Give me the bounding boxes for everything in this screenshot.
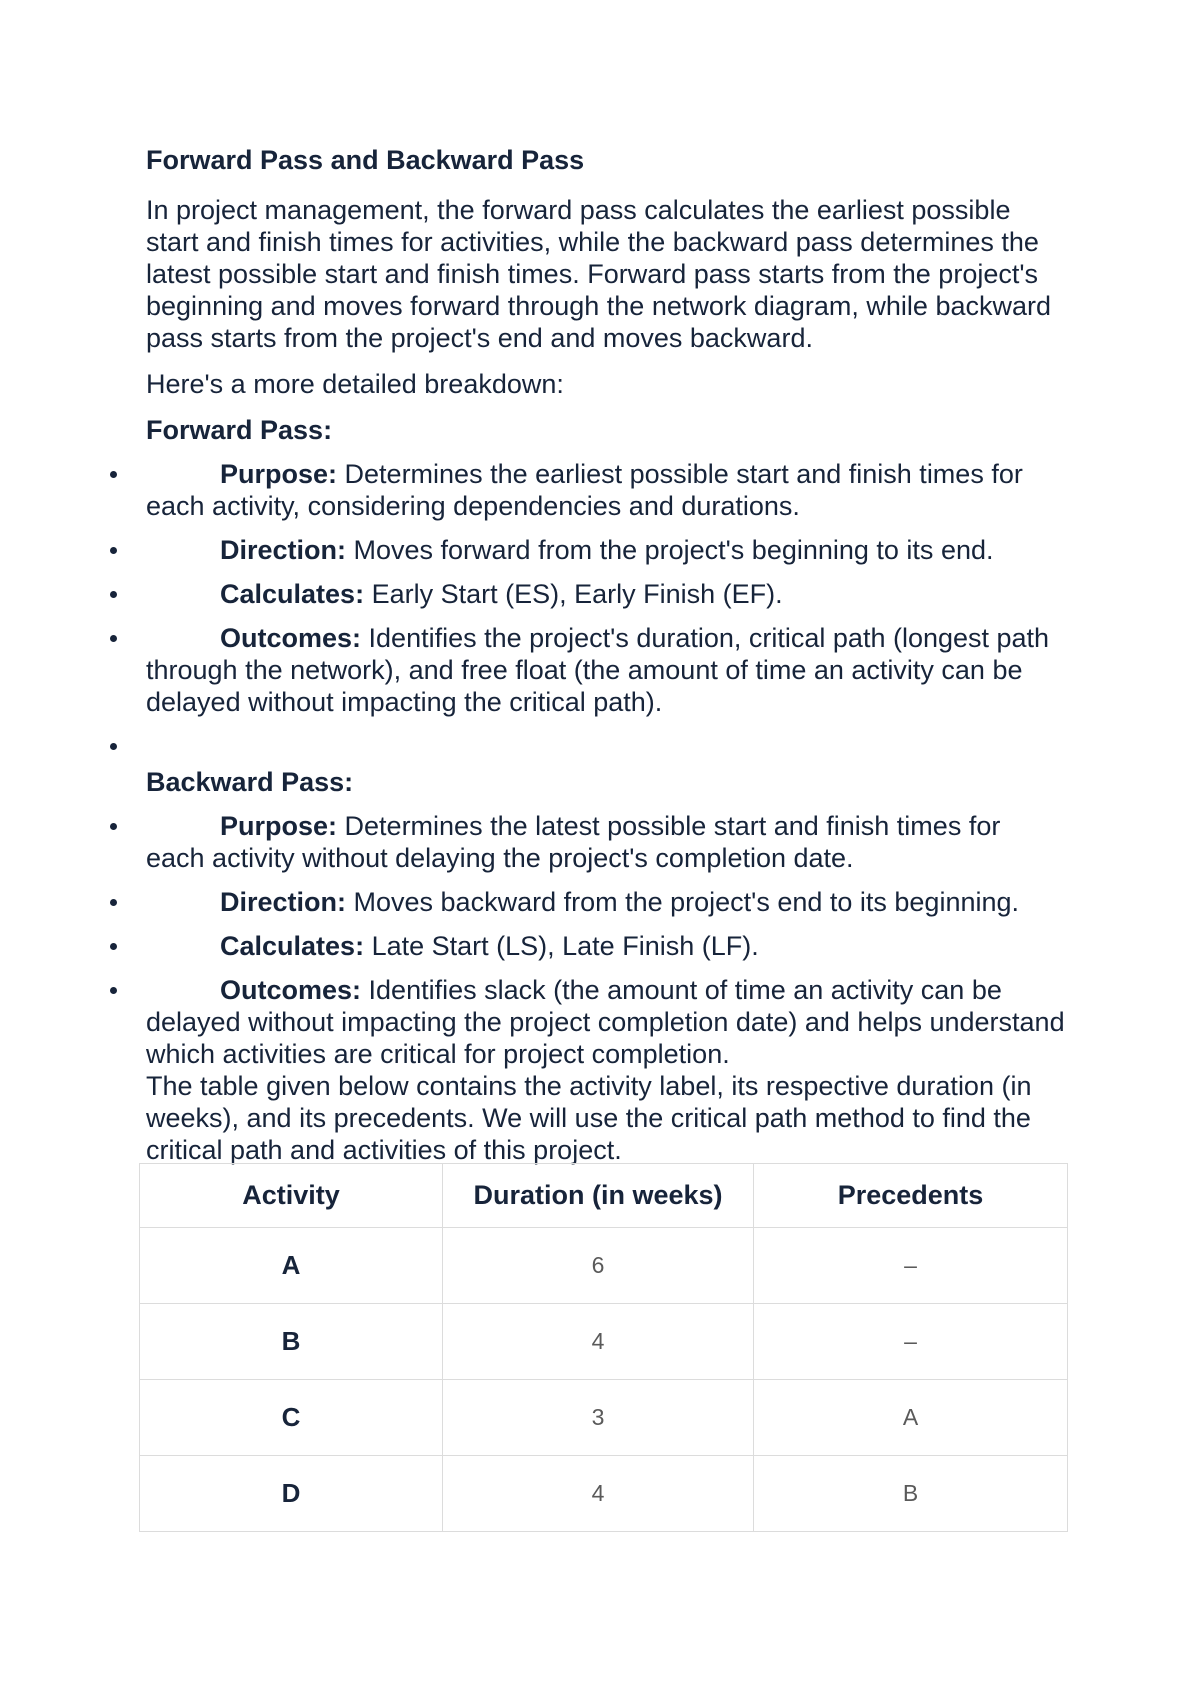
item-label: Calculates: (220, 931, 365, 961)
item-label: Outcomes: (220, 975, 362, 1005)
activity-cell: D (140, 1456, 443, 1532)
item-text: Early Start (ES), Early Finish (EF). (364, 579, 783, 609)
bullet-icon (110, 635, 117, 642)
column-header-activity: Activity (140, 1164, 443, 1228)
bullet-icon (110, 591, 117, 598)
list-item (146, 622, 1066, 718)
table-row (140, 1304, 1068, 1380)
forward-pass-list (146, 458, 1066, 762)
column-header-duration: Duration (in weeks) (443, 1164, 754, 1228)
duration-cell: 6 (443, 1228, 754, 1304)
backward-pass-heading: Backward Pass: (146, 767, 354, 797)
intro-paragraph: In project management, the forward pass calculates the earliest possible start and finish times for activities, while the backward pass determines the latest possible start and finish times. Forward pass starts from the project's beginning and moves forward through the network diagram, while backward pass starts from the project's end and moves backward. (146, 195, 1052, 353)
precedents-cell: B (754, 1456, 1068, 1532)
item-text: Moves backward from the project's end to its beginning. (346, 887, 1020, 917)
bullet-icon (110, 743, 117, 750)
list-item (146, 886, 1066, 918)
item-label: Purpose: (220, 811, 338, 841)
table-row (140, 1380, 1068, 1456)
table-intro-paragraph: The table given below contains the activity label, its respective duration (in weeks), and its precedents. We will use the critical path method to find the critical path and activities of this project. (146, 1071, 1032, 1165)
activity-cell: C (140, 1380, 443, 1456)
activity-cell: B (140, 1304, 443, 1380)
item-label: Purpose: (220, 459, 338, 489)
precedents-cell: – (754, 1228, 1068, 1304)
bullet-icon (110, 987, 117, 994)
list-item (146, 534, 1066, 566)
item-label: Direction: (220, 535, 347, 565)
document-content (146, 140, 1066, 1170)
activity-cell: A (140, 1228, 443, 1304)
page-title: Forward Pass and Backward Pass (146, 145, 585, 175)
table-row (140, 1228, 1068, 1304)
table-header-row (140, 1164, 1068, 1228)
forward-pass-heading: Forward Pass: (146, 415, 333, 445)
list-item (146, 930, 1066, 962)
duration-cell: 4 (443, 1456, 754, 1532)
item-text: Determines the latest possible start and finish times for each activity without delaying the project's completion date. (146, 811, 1001, 873)
bullet-icon (110, 547, 117, 554)
list-item (146, 458, 1066, 522)
backward-pass-list (146, 810, 1066, 1070)
list-item (146, 974, 1066, 1070)
item-label: Outcomes: (220, 623, 362, 653)
item-text: Moves forward from the project's beginning to its end. (346, 535, 994, 565)
bullet-icon (110, 899, 117, 906)
bullet-icon (110, 471, 117, 478)
empty-list-item (146, 730, 1066, 762)
activity-table (139, 1163, 1068, 1532)
item-text: Determines the earliest possible start and finish times for each activity, considering dependencies and durations. (146, 459, 1023, 521)
item-label: Direction: (220, 887, 347, 917)
breakdown-line: Here's a more detailed breakdown: (146, 369, 564, 399)
item-text: Identifies slack (the amount of time an activity can be delayed without impacting the project completion date) and helps understand which activities are critical for project completion. (146, 975, 1065, 1069)
list-item (146, 810, 1066, 874)
item-text: Late Start (LS), Late Finish (LF). (364, 931, 759, 961)
item-label: Calculates: (220, 579, 365, 609)
precedents-cell: – (754, 1304, 1068, 1380)
item-text: Identifies the project's duration, critical path (longest path through the network), and free float (the amount of time an activity can be delayed without impacting the critical path). (146, 623, 1050, 717)
column-header-precedents: Precedents (754, 1164, 1068, 1228)
bullet-icon (110, 823, 117, 830)
table-row (140, 1456, 1068, 1532)
duration-cell: 4 (443, 1304, 754, 1380)
precedents-cell: A (754, 1380, 1068, 1456)
duration-cell: 3 (443, 1380, 754, 1456)
bullet-icon (110, 943, 117, 950)
list-item (146, 578, 1066, 610)
